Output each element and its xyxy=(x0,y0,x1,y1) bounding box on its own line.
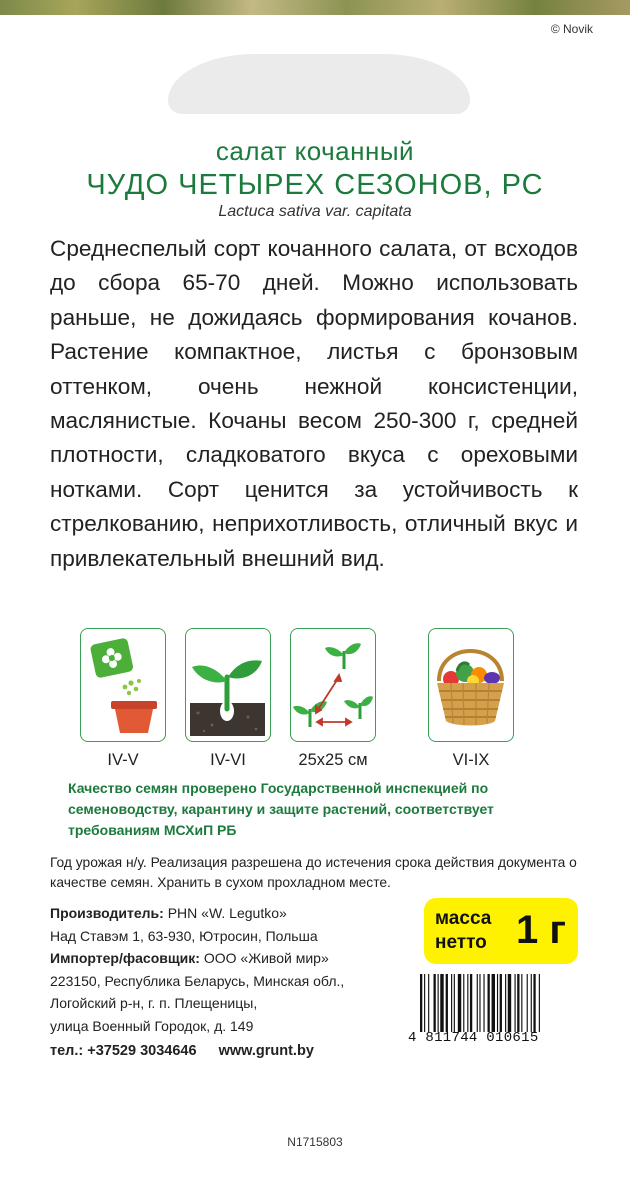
producer-address: Над Ставэм 1, 63-930, Ютросин, Польша xyxy=(50,927,318,944)
importer-label: Импортер/фасовщик: xyxy=(50,950,200,967)
icon-box-harvest xyxy=(428,628,514,742)
sprout-in-soil-icon xyxy=(186,629,269,740)
batch-number: N1715803 xyxy=(287,1135,343,1149)
copyright-text: © Novik xyxy=(550,22,593,36)
website-link: www.grunt.by xyxy=(218,1042,314,1059)
importer-address-3: улица Военный Городок, д. 149 xyxy=(50,1017,254,1034)
barcode-bars xyxy=(420,974,578,1032)
icon-label-sowing: IV-V xyxy=(107,751,139,769)
harvest-note: Год урожая н/у. Реализация разрешена до истечения срока действия документа о качестве семян. Хранить в сухом прохладном месте. xyxy=(50,855,577,890)
icon-label-spacing: 25x25 см xyxy=(298,751,368,769)
importer-address-1: 223150, Республика Беларусь, Минская обл., xyxy=(50,972,345,989)
top-photo-strip xyxy=(0,0,630,15)
product-title: ЧУДО ЧЕТЫРЕХ СЕЗОНОВ, РС xyxy=(86,169,544,201)
title-block xyxy=(0,134,630,222)
importer-value: ООО «Живой мир» xyxy=(203,950,329,967)
net-mass-badge xyxy=(424,898,578,964)
quality-certificate: Качество семян проверено Государственной инспекцией по семеноводству, карантину и защите растений, соответствует требованиям МСХиП РБ xyxy=(68,780,494,838)
contacts-line xyxy=(50,1040,410,1063)
importer-line xyxy=(50,947,410,970)
mass-label-line1: масса xyxy=(435,908,492,929)
planting-spacing-icon xyxy=(291,629,374,740)
icon-label-seedling: IV-VI xyxy=(210,751,246,769)
harvest-basket-icon xyxy=(429,629,512,740)
barcode xyxy=(408,974,580,1054)
producer-value: PHN «W. Legutko» xyxy=(167,905,287,921)
mass-label-line2: нетто xyxy=(435,932,487,953)
producer-line xyxy=(50,902,410,925)
description-text: Среднеспелый сорт кочанного салата, от всходов до сбора 65-70 дней. Можно использовать раньше, не дожидаясь формирования кочанов. Растение компактное, листья с бронзовым оттенком, очень нежной консистенции, маслянистые. Кочаны весом 250-300 г, средней плотности, сладковатого вкуса с ореховыми нотками. Сорт ценится за устойчивость к стрелкованию, неприхотливость, отличный вкус и привлекательный внешний вид. xyxy=(50,236,578,571)
product-subtitle: салат кочанный xyxy=(215,136,415,166)
importer-address-2: Логойский р-н, г. п. Плещеницы, xyxy=(50,995,258,1012)
phone-number: тел.: +37529 3034646 xyxy=(50,1042,197,1059)
icon-box-seedling xyxy=(185,628,271,742)
mass-words xyxy=(435,907,491,955)
icon-box-sowing xyxy=(80,628,166,742)
icon-box-spacing xyxy=(290,628,376,742)
latin-name: Lactuca sativa var. capitata xyxy=(218,203,412,220)
mass-value: 1 г xyxy=(515,908,566,952)
description xyxy=(50,232,578,576)
icon-label-harvest: VI-IX xyxy=(452,751,490,769)
barcode-number: 4 811744 010615 xyxy=(408,1030,539,1046)
producer-label: Производитель: xyxy=(50,905,164,921)
producer-info xyxy=(50,902,410,1062)
package-window xyxy=(168,54,470,114)
seed-pot-icon xyxy=(81,629,164,740)
